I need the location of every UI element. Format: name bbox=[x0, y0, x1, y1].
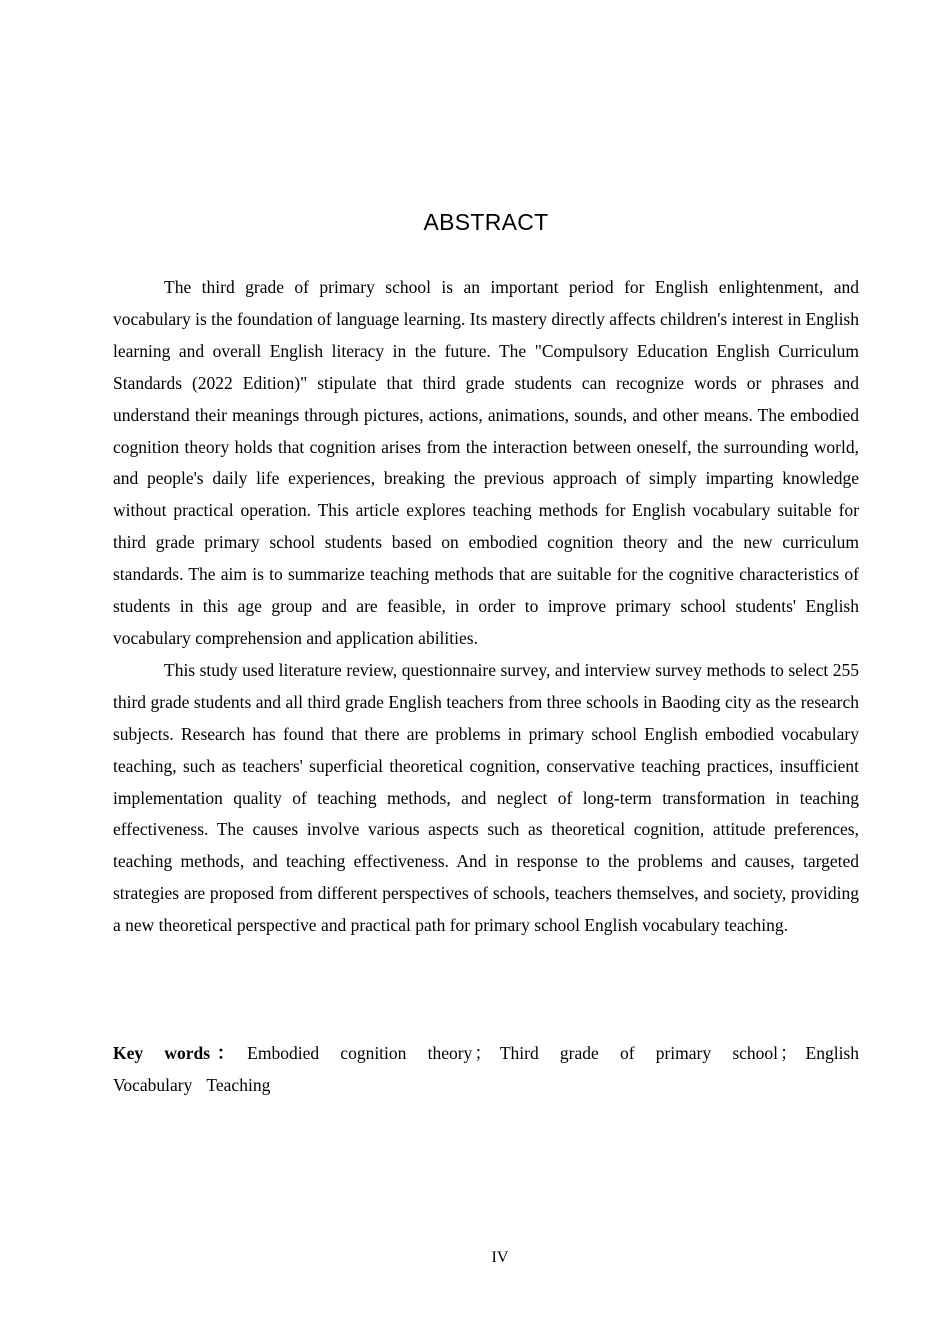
keyword-separator: ； bbox=[474, 1043, 492, 1063]
keyword-item: Embodied cognition theory bbox=[247, 1043, 473, 1063]
keyword-item: English Vocabulary Teaching bbox=[113, 1043, 859, 1095]
keyword-item: Third grade of primary school bbox=[499, 1043, 779, 1063]
abstract-paragraph-1: The third grade of primary school is an important period for English enlightenment, and vocabulary is the foundation of language learning. Its mastery directly affects children's interest in English learning and overall English literacy in the future. The "Compulsory Education English Curriculum Standards (2022 Edition)" stipulate that third grade students can recognize words or phrases and understand their meanings through pictures, actions, animations, sounds, and other means. The embodied cognition theory holds that cognition arises from the interaction between oneself, the surrounding world, and people's daily life experiences, breaking the previous approach of simply imparting knowledge without practical operation. This article explores teaching methods for English vocabulary suitable for third grade primary school students based on embodied cognition theory and the new curriculum standards. The aim is to summarize teaching methods that are suitable for the cognitive characteristics of students in this age group and are feasible, in order to improve primary school students' English vocabulary comprehension and application abilities. bbox=[113, 277, 859, 648]
abstract-paragraph-2: This study used literature review, questionnaire survey, and interview survey methods to select 255 third grade students and all third grade English teachers from three schools in Baoding city as the research subjects. Research has found that there are problems in primary school English embodied vocabulary teaching, such as teachers' superficial theoretical cognition, conservative teaching practices, insufficient implementation quality of teaching methods, and neglect of long-term transformation in teaching effectiveness. The causes involve various aspects such as theoretical cognition, attitude preferences, teaching methods, and teaching effectiveness. And in response to the problems and causes, targeted strategies are proposed from different perspectives of schools, teachers themselves, and society, providing a new theoretical perspective and practical path for primary school English vocabulary teaching. bbox=[113, 659, 859, 936]
page-number: IV bbox=[491, 1249, 509, 1266]
keyword-separator: ； bbox=[780, 1043, 798, 1063]
keywords-label: Key words： bbox=[113, 1043, 242, 1063]
abstract-body bbox=[113, 272, 859, 942]
abstract-title: ABSTRACT bbox=[423, 209, 549, 235]
keywords-line bbox=[113, 1038, 859, 1102]
